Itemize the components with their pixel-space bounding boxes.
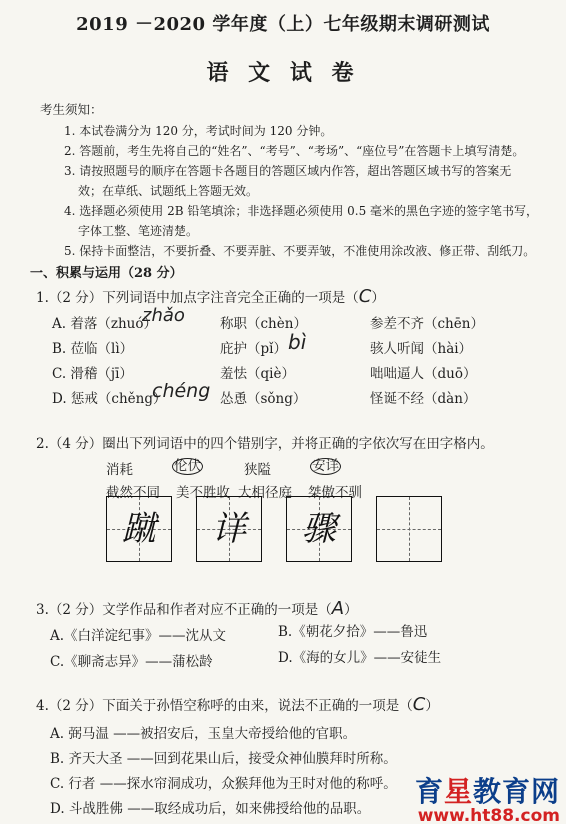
q2-word-circled xyxy=(310,458,341,475)
q1-option-a-3: 参差不齐（chēn） xyxy=(370,316,484,332)
tianzige-box-1[interactable] xyxy=(106,496,172,562)
q1-option-d-1: D. 惩戒（chěng） xyxy=(52,391,167,407)
q2-word: 桀傲不驯 xyxy=(308,485,362,501)
grid-char: 详 xyxy=(212,509,246,549)
question-1-stem xyxy=(36,286,546,307)
notice-item-cont: 效；在草纸、试题纸上答题无效。 xyxy=(78,184,259,198)
q2-word: 美不胜收 xyxy=(176,485,230,501)
q1-option-c-1: C. 滑稽（jī） xyxy=(52,366,133,382)
grid-char: 骤 xyxy=(302,509,336,549)
q4-stem-text: 4.（2 分）下面关于孙悟空称呼的由来，说法不正确的一项是（ xyxy=(36,698,413,714)
candidate-notice xyxy=(40,100,550,261)
watermark-brand-a: 育 xyxy=(414,775,444,808)
q3-option-b: B.《朝花夕拾》——鲁迅 xyxy=(278,624,428,640)
q4-stem-end: ） xyxy=(425,698,439,714)
q2-word: 截然不同 xyxy=(106,485,160,501)
q1-option-b-3: 骇人听闻（hài） xyxy=(370,341,473,357)
q4-option-c: C. 行者 ——探水帘洞成功，众猴拜他为王时对他的称呼。 xyxy=(50,776,397,792)
q3-stem-end: ） xyxy=(344,602,358,618)
q1-handwriting-a: zhǎo xyxy=(142,305,185,326)
tianzige-box-3[interactable] xyxy=(286,496,352,562)
question-3-stem xyxy=(36,598,546,619)
q1-option-b-1: B. 莅临（lì） xyxy=(52,341,134,357)
q1-handwritten-answer: C xyxy=(358,286,372,307)
grid-char: 蹴 xyxy=(122,509,156,549)
q3-option-d: D.《海的女儿》——安徒生 xyxy=(278,650,442,666)
tianzige-box-4[interactable] xyxy=(376,496,442,562)
notice-item: 1. 本试卷满分为 120 分，考试时间为 120 分钟。 xyxy=(64,124,333,138)
notice-item: 4. 选择题必须使用 2B 铅笔填涂；非选择题必须使用 0.5 毫米的黑色字迹的签字笔书写， xyxy=(64,204,539,218)
q1-option-a-2: 称职（chèn） xyxy=(220,316,307,332)
q1-handwriting-d: chéng xyxy=(152,380,211,402)
grid-char xyxy=(377,497,441,561)
q1-option-c-3: 咄咄逼人（duō） xyxy=(370,366,477,382)
q1-stem-end: ） xyxy=(371,290,385,306)
question-2-stem: 2.（4 分）圈出下列词语中的四个错别字，并将正确的字依次写在田字格内。 xyxy=(36,436,494,452)
watermark-url: www.ht88.com xyxy=(417,806,560,824)
notice-item: 5. 保持卡面整洁，不要折叠、不要弄脏、不要弄皱，不准使用涂改液、修正带、刮纸刀。 xyxy=(64,244,536,258)
q2-word: 狭隘 xyxy=(244,462,271,478)
q4-option-b: B. 齐天大圣 ——回到花果山后，接受众神仙膜拜时所称。 xyxy=(50,751,397,767)
q3-handwritten-answer: A xyxy=(331,598,345,619)
q1-stem-text: 1.（2 分）下列词语中加点字注音完全正确的一项是（ xyxy=(36,290,359,306)
q3-stem-text: 3.（2 分）文学作品和作者对应不正确的一项是（ xyxy=(36,602,332,618)
q3-option-a: A.《白洋淀纪事》——沈从文 xyxy=(50,628,227,644)
notice-item: 3. 请按照题号的顺序在答题卡各题目的答题区域内作答，超出答题区域书写的答案无 xyxy=(64,164,512,178)
q1-option-d-3: 怪诞不经（dàn） xyxy=(370,391,477,407)
q4-option-d: D. 斗战胜佛 ——取经成功后，如来佛授给他的品职。 xyxy=(50,801,371,817)
q1-option-b-2: 庇护（pǐ） xyxy=(220,341,287,357)
exam-title: 2019 －2020 学年度（上）七年级期末调研测试 xyxy=(76,14,490,35)
watermark-brand-star: 星 xyxy=(443,775,473,808)
watermark-brand-c: 教育网 xyxy=(472,775,560,808)
site-watermark xyxy=(415,770,560,824)
section-heading: 一、积累与运用（28 分） xyxy=(30,266,183,281)
notice-label: 考生须知： xyxy=(40,102,103,117)
q1-option-a-1: A. 着落（zhuó） xyxy=(52,316,157,332)
tianzige-box-2[interactable] xyxy=(196,496,262,562)
q3-option-c: C.《聊斋志异》——蒲松龄 xyxy=(50,654,213,670)
q4-option-a: A. 弼马温 ——被招安后，玉皇大帝授给他的官职。 xyxy=(50,726,357,742)
q2-word-circled xyxy=(172,458,203,475)
q2-circled-word: 安详 xyxy=(312,458,339,474)
q1-handwriting-b: bì xyxy=(288,330,307,354)
q2-word: 消耗 xyxy=(106,462,133,478)
q2-word: 大相径庭 xyxy=(238,485,292,501)
q1-option-c-2: 羞怯（qiè） xyxy=(220,366,295,382)
notice-item-cont: 字体工整、笔迹清楚。 xyxy=(78,224,199,238)
notice-item: 2. 答题前，考生先将自己的“姓名”、“考号”、“考场”、“座位号”在答题卡上填写清楚。 xyxy=(64,144,525,158)
q2-circled-word: 伦伏 xyxy=(174,458,201,474)
question-4-stem xyxy=(36,694,546,715)
q4-handwritten-answer: C xyxy=(412,694,426,715)
q1-option-d-2: 怂恿（sǒng） xyxy=(220,391,307,407)
exam-subtitle: 语 文 试 卷 xyxy=(206,60,360,86)
